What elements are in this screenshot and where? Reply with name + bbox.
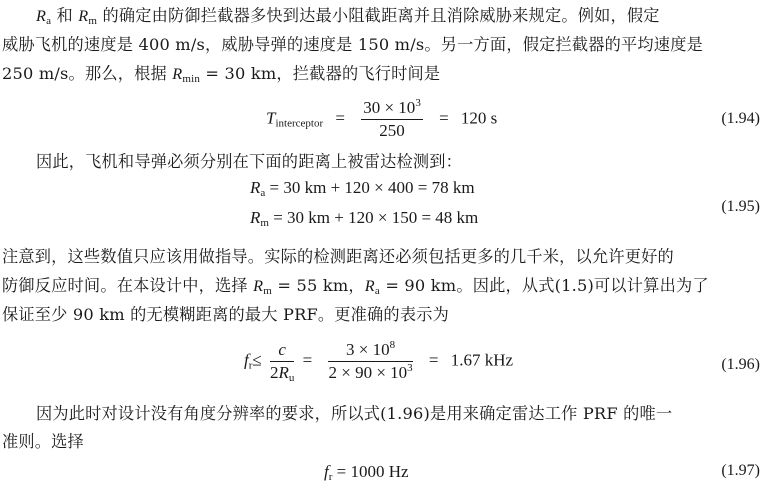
paragraph-4-line-1: 因为此时对设计没有角度分辨率的要求，所以式(1.96)是用来确定雷达工作 PRF 的唯一 xyxy=(36,404,673,423)
paragraph-1-line-2: 威胁飞机的速度是 400 m/s，威胁导弹的速度是 150 m/s。另一方面，假定拦截器的平均速度是 xyxy=(2,35,703,54)
equation-number-1-95: (1.95) xyxy=(721,198,760,215)
fraction-numeric: $\frac{3 \times 10^8}{2 \times 90 \times 10^3}$ xyxy=(328,339,413,382)
equation-1-97: $f_r = 1000$ Hz xyxy=(324,462,409,483)
equation-number-1-94: (1.94) xyxy=(721,110,760,127)
equation-1-96: $f_r\le$ $\frac{c}{2R_u}$ = $\frac{3 \times 10^8}{2 \times 90 \times 10^3}$ = 1.67 kHz xyxy=(244,339,514,384)
paragraph-2: 因此，飞机和导弹必须分别在下面的距离上被雷达检测到： xyxy=(36,152,463,171)
paragraph-1-line-1: $R_a$ 和 $R_m$ 的确定由防御拦截器多快到达最小阻截距离并且消除威胁来规定。例如，假定 xyxy=(36,6,660,27)
equation-number-1-96: (1.96) xyxy=(721,356,760,373)
symbol-rmin: $R_{min}$ xyxy=(172,65,201,85)
fraction: $\frac{30 \times 10^3}{250}$ xyxy=(363,97,421,140)
equation-number-1-97: (1.97) xyxy=(721,462,760,479)
paragraph-1-line-3: 250 m/s。那么，根据 $R_{min} = 30$ km，拦截器的飞行时间是 xyxy=(2,64,441,85)
paragraph-4-line-2: 准则。选择 xyxy=(2,432,84,451)
paragraph-3-line-1: 注意到，这些数值只应该用做指导。实际的检测距离还必须包括更多的几千米，以允许更好的 xyxy=(2,247,674,266)
paragraph-3-line-3: 保证至少 90 km 的无模糊距离的最大 PRF。更准确的表示为 xyxy=(2,305,449,324)
symbol-ra: $R_a$ xyxy=(36,7,52,27)
symbol-ra: $R_a$ xyxy=(364,277,380,297)
equation-1-94: $T_{interceptor}$ = $\frac{30 \times 10^3}{250}$ = 120 s xyxy=(266,97,498,140)
paragraph-3-line-2: 防御反应时间。在本设计中，选择 $R_m = 55$ km，$R_a = 90$ km。因此，从式(1.5)可以计算出为了 xyxy=(2,276,709,297)
equation-1-95-row-1: $R_a = 30$ km + 120 × 400 = 78 km xyxy=(250,178,475,199)
equation-1-95-row-2: $R_m = 30$ km + 120 × 150 = 48 km xyxy=(250,208,479,229)
symbol-rm: $R_m$ xyxy=(253,277,273,297)
fraction-c-over-2ru: $\frac{c}{2R_u}$ xyxy=(270,340,295,384)
symbol-rm: $R_m$ xyxy=(78,7,98,27)
